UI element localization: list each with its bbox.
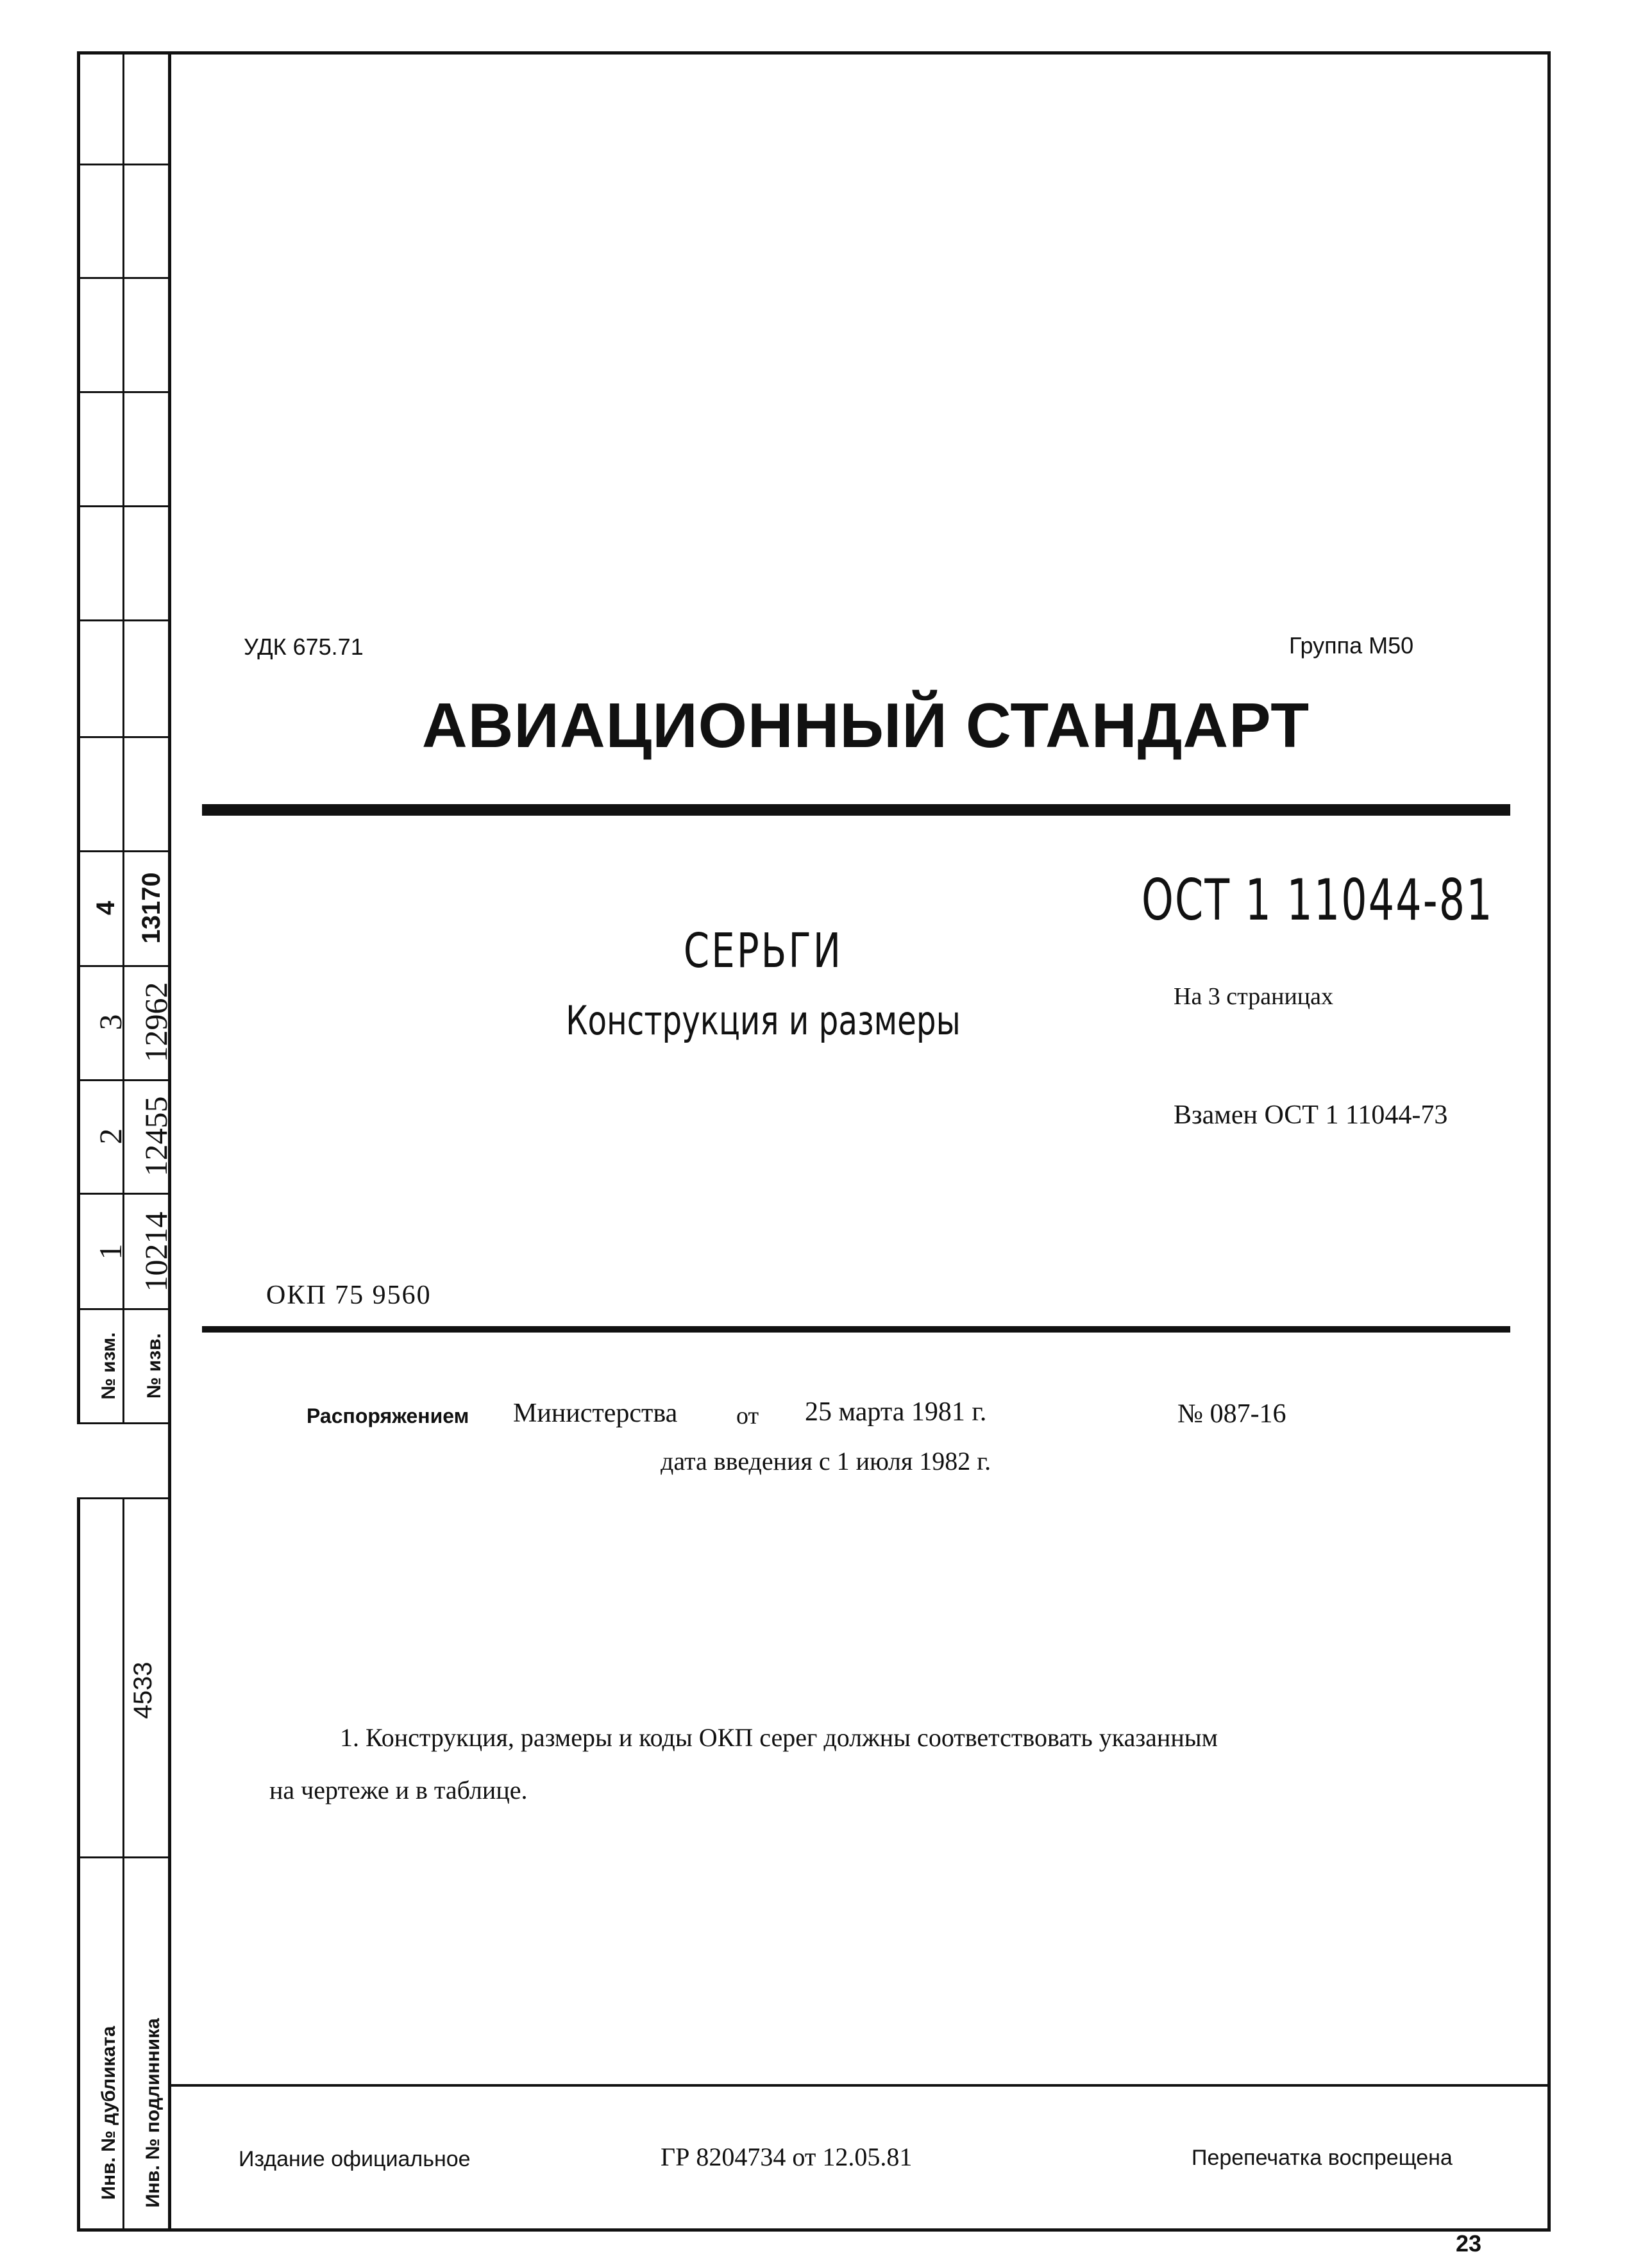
frame-left-lower <box>77 1497 80 2232</box>
document-title: АВИАЦИОННЫЙ СТАНДАРТ <box>421 690 1310 761</box>
strip-gridline <box>77 277 171 279</box>
udk-code: УДК 675.71 <box>244 634 364 660</box>
product-subtitle: Конструкция и размеры <box>566 997 961 1044</box>
standard-code: ОСТ 1 11044-81 <box>1142 867 1494 933</box>
change-row-4-change: 4 <box>92 900 120 916</box>
registration-number: ГР 8204734 от 12.05.81 <box>661 2142 913 2171</box>
okp-code: ОКП 75 9560 <box>266 1281 432 1310</box>
original-inventory-number: 4533 <box>129 1661 157 1719</box>
duplicate-inventory-label: Инв. № дубликата <box>98 2026 119 2200</box>
change-row-2-change: 2 <box>92 1128 128 1145</box>
okp-rule <box>202 1326 1510 1333</box>
page-number: 23 <box>1456 2230 1482 2257</box>
strip-gridline <box>77 391 171 393</box>
strip-gridline <box>77 1497 171 1499</box>
order-label: Распоряжением <box>307 1404 469 1427</box>
strip-gridline <box>77 1856 171 1858</box>
strip-gridline <box>77 505 171 507</box>
change-row-3-change: 3 <box>92 1014 128 1031</box>
page-count: На 3 страницах <box>1174 983 1333 1010</box>
frame-right <box>1547 51 1551 2232</box>
group-code: Группа М50 <box>1289 632 1414 659</box>
product-name: СЕРЬГИ <box>683 923 843 979</box>
official-edition-label: Издание официальное <box>239 2147 471 2171</box>
order-date: 25 марта 1981 г. <box>805 1397 987 1427</box>
frame-bottom <box>77 2228 1551 2232</box>
footer-rule <box>168 2084 1551 2087</box>
paragraph-1-line-1: 1. Конструкция, размеры и коды ОКП серег должны соответствовать указанным <box>340 1723 1218 1752</box>
original-inventory-label: Инв. № подлинника <box>142 2018 164 2208</box>
change-number-label: № изм. <box>98 1332 119 1400</box>
notice-number-label: № изв. <box>144 1333 165 1399</box>
change-row-4-notice: 13170 <box>137 872 165 944</box>
reprint-prohibited-label: Перепечатка воспрещена <box>1192 2146 1453 2170</box>
order-ministry: Министерства <box>513 1399 678 1428</box>
strip-gridline <box>77 164 171 165</box>
change-row-1-change: 1 <box>92 1243 128 1260</box>
change-row-2-notice: 12455 <box>138 1096 174 1177</box>
title-rule <box>202 804 1510 816</box>
strip-gridline <box>77 619 171 621</box>
frame-top <box>77 51 1551 55</box>
order-number: № 087-16 <box>1177 1399 1286 1429</box>
introduction-date: дата введения с 1 июля 1982 г. <box>661 1447 991 1476</box>
replaces-standard: Взамен ОСТ 1 11044-73 <box>1174 1100 1448 1130</box>
strip-gridline <box>77 736 171 738</box>
change-row-3-notice: 12962 <box>138 982 174 1063</box>
order-from: от <box>736 1402 759 1429</box>
paragraph-1-line-2: на чертеже и в таблице. <box>269 1776 528 1805</box>
change-row-1-notice: 10214 <box>138 1211 174 1292</box>
